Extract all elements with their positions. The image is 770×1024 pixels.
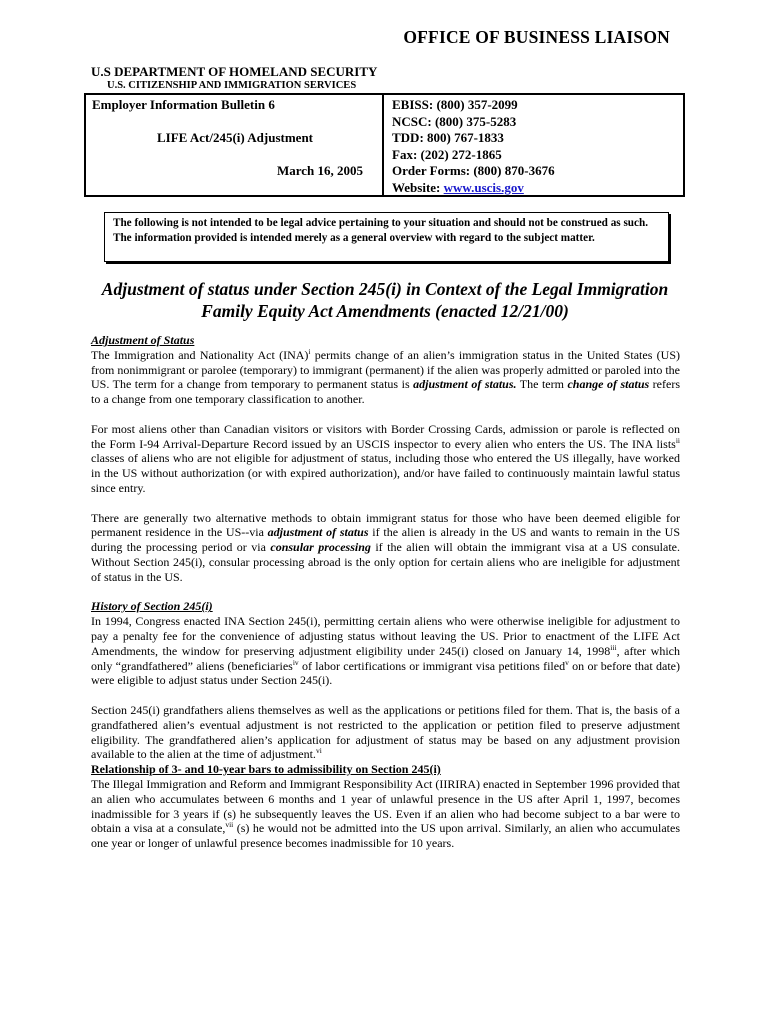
contact-fax: Fax: (202) 272-1865 [392, 146, 502, 162]
agency-name: U.S. CITIZENSHIP AND IMMIGRATION SERVICES [107, 80, 357, 91]
website-link[interactable]: www.uscis.gov [443, 179, 524, 195]
paragraph: The Illegal Immigration and Reform and Immigrant Responsibility Act (IIRIRA) enacted in September 1996 provided that an alien who accumulates between 6 months and 1 year of unlawful presence in the US after April 1, 1997, becomes inadmissible for 3 years if (s) he subsequently leaves the US. Even if an alien who had become subject to a bar were to obtain a visa at a consulate,$^{vii}$ (s) he would not be admitted into the US upon arrival. Similarly, an alien who accumulates one year or longer of unlawful presence becomes inadmissible for 10 years. [91, 776, 681, 851]
contact-ncsc: NCSC: (800) 375-5283 [392, 113, 517, 129]
contact-order-forms: Order Forms: (800) 870-3676 [392, 163, 555, 178]
paragraph: In 1994, Congress enacted INA Section 245(i), permitting certain aliens who were otherwise ineligible for adjustment to pay a penalty fee for the convenience of adjusting status without leaving the US. Prior to enactment of the LIFE Act Amendments, the window for preserving adjustment eligibility under 245(i) closed on January 14, 1998$^{iii}$, after which only “grandfathered” aliens (beneficiaries$^{iv}$ of labor certifications or immigrant visa petitions filed$^v$ on or before that date) were eligible to adjust status under Section 245(i). [91, 614, 681, 688]
website-label: Website: [392, 179, 441, 195]
footnote-ref: vi [315, 746, 322, 756]
footnote-ref: vii [225, 820, 234, 830]
footnote-ref: iv [292, 657, 299, 667]
document-heading: Adjustment of status under Section 245(i) in Context of the Legal Immigration Family Equity Act Amendments (enacted 12/21/00) [101, 279, 669, 321]
term-change-of-status: change of status [567, 377, 650, 392]
office-title: OFFICE OF BUSINESS LIAISON [403, 27, 670, 47]
paragraph: The Immigration and Nationality Act (INA)$^i$ permits change of an alien’s immigration status in the United States (US) from nonimmigrant or parolee (temporary) to immigrant (permanent) if the alien was properly admitted or paroled into the US. The term for a change from temporary to permanent status is adjustment of status. The term change of status refers to a change from one temporary classification to another. [91, 346, 680, 407]
bulletin-date: March 16, 2005 [276, 163, 363, 178]
paragraph: Section 245(i) grandfathers aliens themselves as well as the applications or petitions filed for them. That is, the basis of a grandfathered alien’s eventual adjustment is not restricted to the application or petition filed to preserve adjustment eligibility. The grandfathered alien’s application for adjustment of status may be based on any adjustment provision available to the alien at the time of adjustment.$^{vi}$ [91, 702, 680, 762]
footnote-ref: ii [675, 435, 680, 445]
section-heading-bars: Relationship of 3- and 10-year bars to admissibility on Section 245(i) [91, 762, 441, 777]
term-consular-processing: consular processing [270, 540, 371, 555]
bulletin-details [86, 95, 384, 195]
disclaimer-box: The following is not intended to be legal advice pertaining to your situation and should not be construed as such. The information provided is intended merely as a general overview with regard to the subject matter. [104, 212, 669, 262]
contact-ebiss: EBISS: (800) 357-2099 [392, 97, 518, 112]
bulletin-title: Employer Information Bulletin 6 [92, 97, 275, 112]
term-adjustment-of-status: adjustment of status. [413, 377, 517, 392]
paragraph: For most aliens other than Canadian visitors or visitors with Border Crossing Cards, admission or parole is reflected on the Form I-94 Arrival-Departure Record issued by an USCIS inspector to every alien who enters the US. The INA lists$^{ii}$ classes of aliens who are not eligible for adjustment of status, including those who entered the US illegally, have worked in the US without authorization (or with expired authorization), and/or have failed to continuously maintain lawful status since entry. [91, 421, 680, 495]
document-body [91, 333, 680, 866]
footnote-ref: v [565, 657, 569, 667]
section-heading-adjustment: Adjustment of Status [91, 333, 195, 347]
bulletin-info-box [84, 93, 685, 197]
contact-list [392, 97, 555, 196]
paragraph: There are generally two alternative methods to obtain immigrant status for those who have been deemed eligible for permanent residence in the US--via adjustment of status if the alien is already in the US and wants to remain in the US during the processing period or via consular processing if the alien will obtain the immigrant visa at a US consulate. Without Section 245(i), consular processing abroad is the only option for certain aliens who are ineligible for adjustment of status in the US. [91, 510, 681, 584]
footnote-ref: i [308, 346, 311, 356]
bulletin-act: LIFE Act/245(i) Adjustment [157, 130, 313, 145]
contact-website [392, 180, 555, 197]
footnote-ref: iii [610, 642, 617, 652]
contact-tdd: TDD: 800) 767-1833 [392, 130, 504, 145]
section-heading-history: History of Section 245(i) [91, 599, 213, 614]
term-adjustment-of-status: adjustment of status [267, 525, 369, 540]
department-name: U.S DEPARTMENT OF HOMELAND SECURITY [91, 64, 378, 79]
